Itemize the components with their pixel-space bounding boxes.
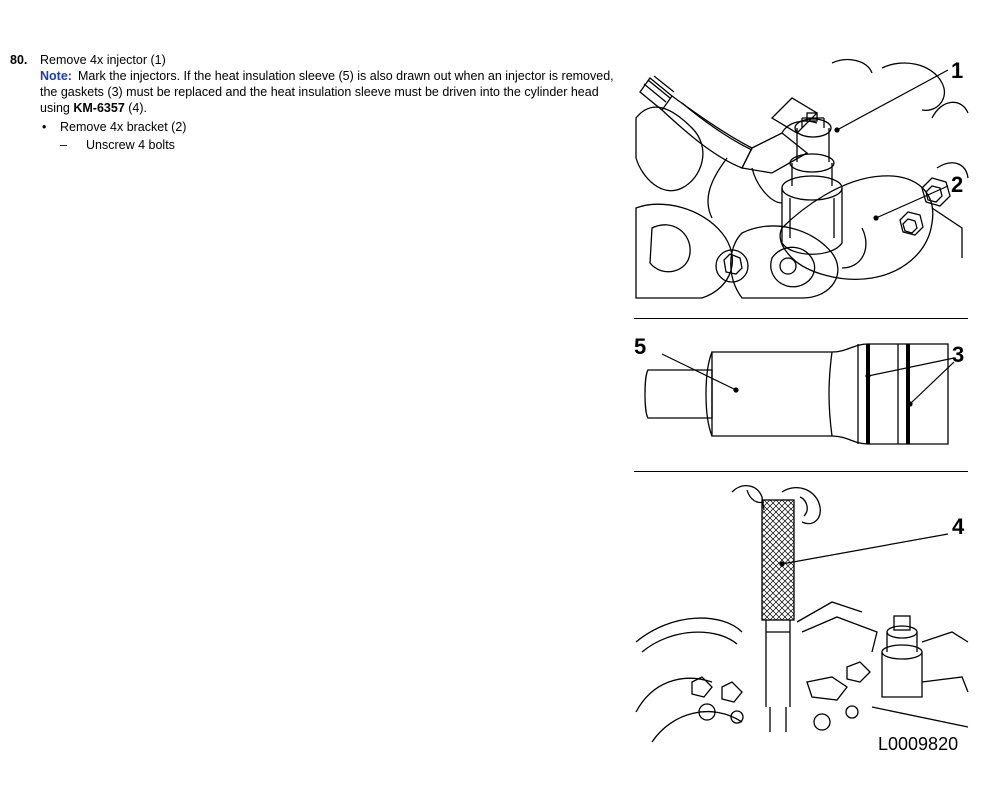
bullet-item (40, 119, 620, 135)
callout-1: 1 (951, 58, 964, 83)
note-text-1: Mark the injectors. If the heat insulation sleeve (5) is also drawn out when an injector is removed, the gaskets (3) must be replaced and the heat insulation sleeve must be driven into the cylinder head using (40, 69, 614, 115)
dash-glyph: – (60, 138, 67, 152)
sub-bullet-text: Unscrew 4 bolts (86, 138, 175, 152)
figure-divider (634, 318, 968, 319)
note-paragraph (40, 68, 620, 116)
procedure-step-80 (10, 52, 620, 153)
sub-bullet-item (60, 137, 620, 153)
figure-divider-2 (634, 471, 968, 472)
note-tool-id: KM-6357 (73, 101, 125, 115)
note-label: Note: (40, 69, 72, 83)
tool-illustration (632, 482, 970, 752)
step-body (40, 52, 620, 153)
figure-id: L0009820 (878, 734, 959, 752)
sleeve-illustration (632, 332, 970, 462)
injector-drawing (632, 58, 970, 304)
bullet-text: Remove 4x bracket (2) (60, 120, 187, 134)
callout-3: 3 (952, 342, 965, 367)
sleeve-drawing (632, 332, 970, 462)
callout-5: 5 (634, 334, 647, 359)
callout-4: 4 (952, 514, 965, 539)
tool-drawing (632, 482, 970, 752)
step-title: Remove 4x injector (1) (40, 53, 166, 67)
step-number: 80. (10, 53, 28, 67)
injector-illustration (632, 58, 970, 304)
callout-2: 2 (951, 172, 964, 197)
bullet-glyph: • (42, 120, 47, 134)
note-text-2: (4). (124, 101, 148, 115)
